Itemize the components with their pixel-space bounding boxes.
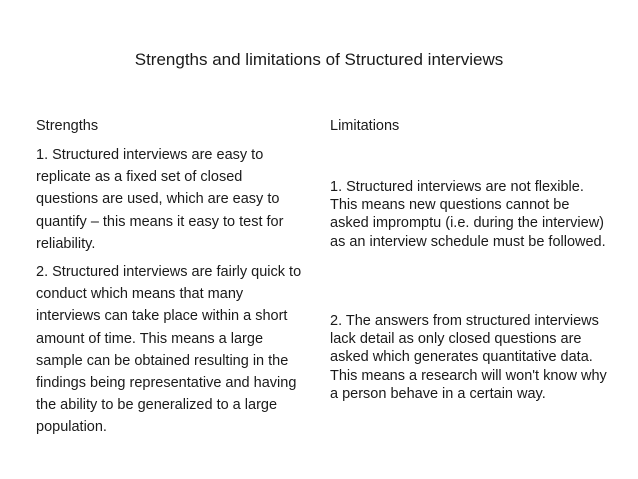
strengths-heading: Strengths [36,118,99,134]
strength-item-2: 2. Structured interviews are fairly quick to conduct which means that many interviews can take place within a short amount of time. This means a large sample can be obtained resulting in the findings being representative and having the ability to be generalized to a large population. [36,264,302,436]
limitation-item-2: 2. The answers from structured interviews lack detail as only closed questions are asked which generates quantitative data. This means a research will won't know why a person behave in a certain way. [330,313,607,402]
limitations-heading: Limitations [330,118,400,134]
strengths-column [36,116,308,445]
strength-item-1: 1. Structured interviews are easy to replicate as a fixed set of closed questions are used, which are easy to quantify – this means it easy to test for reliability. [36,147,284,252]
slide-title: Strengths and limitations of Structured interviews [134,50,504,69]
limitation-item-1: 1. Structured interviews are not flexible. This means new questions cannot be asked impromptu (i.e. during the interview) as an interview schedule must be followed. [330,179,606,250]
